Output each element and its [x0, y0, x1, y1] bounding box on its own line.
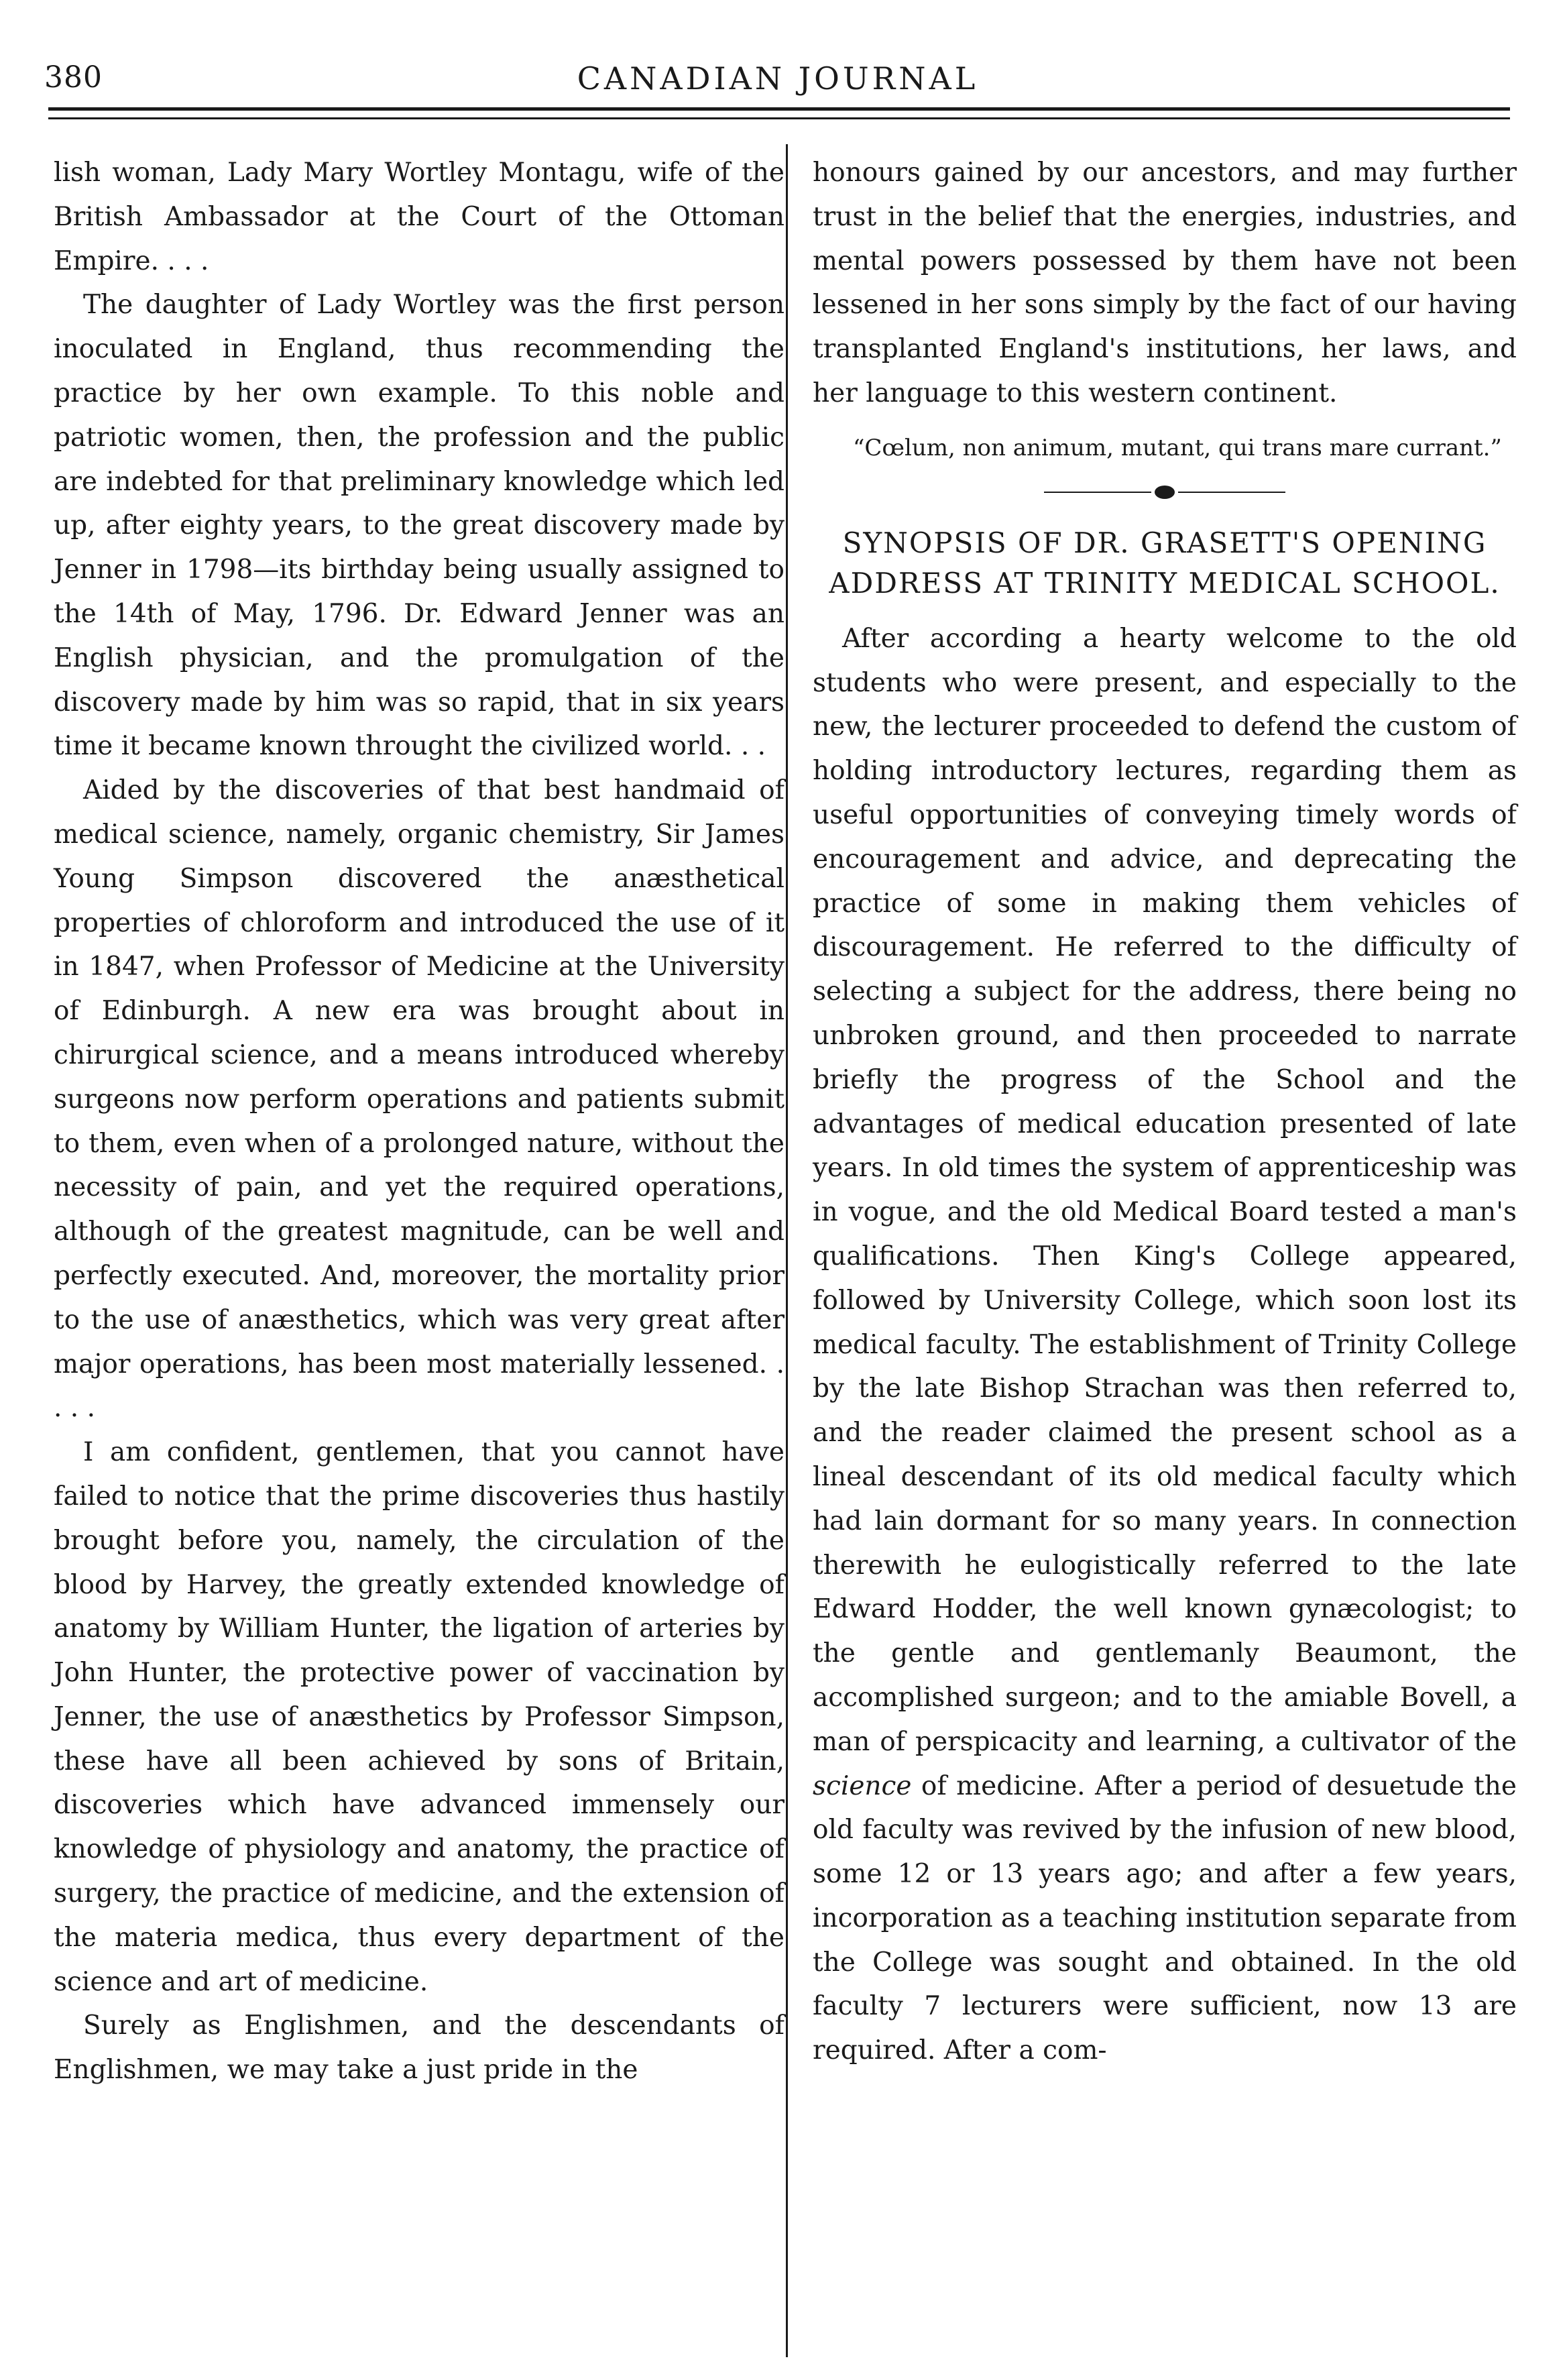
paragraph: honours gained by our ancestors, and may further trust in the belief that the energies, industries, and mental powers possessed by them have not been lessened in her sons simply by the fact of our having transplanted England's institutions, her laws, and her language to this western continent.: [813, 158, 1517, 408]
page-number: 380: [44, 60, 103, 95]
paragraph: Aided by the discoveries of that best handmaid of medical science, namely, organic chemistry, Sir James Young Simpson discovered the anæsthetical properties of chloroform and introduced the use of it in 1847, when Professor of Medicine at the University of Edinburgh. A new era was brought about in chirurgical science, and a means introduced whereby surgeons now perform operations and patients submit to them, even when of a prolonged nature, without the necessity of pain, and yet the required operations, although of the greatest magnitude, can be well and perfectly executed. And, moreover, the mortality prior to the use of anæsthetics, which was very great after major operations, has been most materially lessened. . . . .: [54, 775, 785, 1424]
left-column: [54, 151, 785, 2092]
paragraph: The daughter of Lady Wortley was the first person inoculated in England, thus recommending the practice by her own example. To this noble and patriotic women, then, the profession and the public are indebted for that preliminary knowledge which led up, after eighty years, to the great discovery made by Jenner in 1798—its birthday being usually assigned to the 14th of May, 1796. Dr. Edward Jenner was an English physician, and the promulgation of the discovery made by him was so rapid, that in six years time it became known throught the civilized world. . .: [54, 290, 785, 762]
column-divider: [786, 144, 788, 2357]
running-head: CANADIAN JOURNAL: [577, 60, 979, 97]
paragraph: Surely as Englishmen, and the descendants of Englishmen, we may take a just pride in the: [54, 2010, 785, 2086]
article-body: [813, 617, 1517, 2073]
ornament-dot-icon: [1155, 486, 1175, 499]
right-column: [813, 151, 1517, 2073]
article-text: of medicine. After a period of desuetude the old faculty was revived by the infusion of new blood, some 12 or 13 years ago; and after a few years, incorporation as a teaching institution separate from the College was sought and obtained. In the old faculty 7 lecturers were sufficient, now 13 are required. After a com-: [813, 1770, 1517, 2066]
page-header: [40, 60, 1515, 101]
ornament-line: [1178, 492, 1285, 493]
paragraph: lish woman, Lady Mary Wortley Montagu, wife of the British Ambassador at the Court of the Ottoman Empire. . . .: [54, 158, 785, 276]
italic-word: science: [813, 1770, 912, 1801]
header-rule-thin: [48, 117, 1510, 119]
article-text: After according a hearty welcome to the old students who were present, and especially to the new, the lecturer proceeded to defend the custom of holding introductory lectures, regarding them as useful opportunities of conveying timely words of encouragement and advice, and deprecating the practice of some in making them vehicles of discouragement. He referred to the difficulty of selecting a subject for the address, there being no unbroken ground, and then proceeded to narrate briefly the progress of the School and the advantages of medical education presented of late years. In old times the system of apprenticeship was in vogue, and the old Medical Board tested a man's qualifications. Then King's College appeared, followed by University College, which soon lost its medical faculty. The establishment of Trinity College by the late Bishop Strachan was then referred to, and the reader claimed the present school as a lineal descendant of its old medical faculty which had lain dormant for so many years. In connection therewith he eulogistically referred to the late Edward Hodder, the well known gynæcologist; to the gentle and gentlemanly Beaumont, the accomplished surgeon; and to the amiable Bovell, a man of perspicacity and learning, a cultivator of the: [813, 623, 1517, 1757]
ornament-line: [1044, 492, 1151, 493]
latin-quote: “Cœlum, non animum, mutant, qui trans mare currant.”: [853, 434, 1502, 461]
header-rule-thick: [48, 107, 1510, 111]
section-ornament: [1031, 486, 1299, 499]
paragraph: I am confident, gentlemen, that you cannot have failed to notice that the prime discoveries thus hastily brought before you, namely, the circulation of the blood by Harvey, the greatly extended knowledge of anatomy by William Hunter, the ligation of arteries by John Hunter, the protective power of vaccination by Jenner, the use of anæsthetics by Professor Simpson, these have all been achieved by sons of Britain, discoveries which have advanced immensely our knowledge of physiology and anatomy, the practice of surgery, the practice of medicine, and the extension of the materia medica, thus every department of the science and art of medicine.: [54, 1437, 785, 1997]
article-title: SYNOPSIS OF DR. GRASETT'S OPENING ADDRESS AT TRINITY MEDICAL SCHOOL.: [829, 526, 1501, 600]
